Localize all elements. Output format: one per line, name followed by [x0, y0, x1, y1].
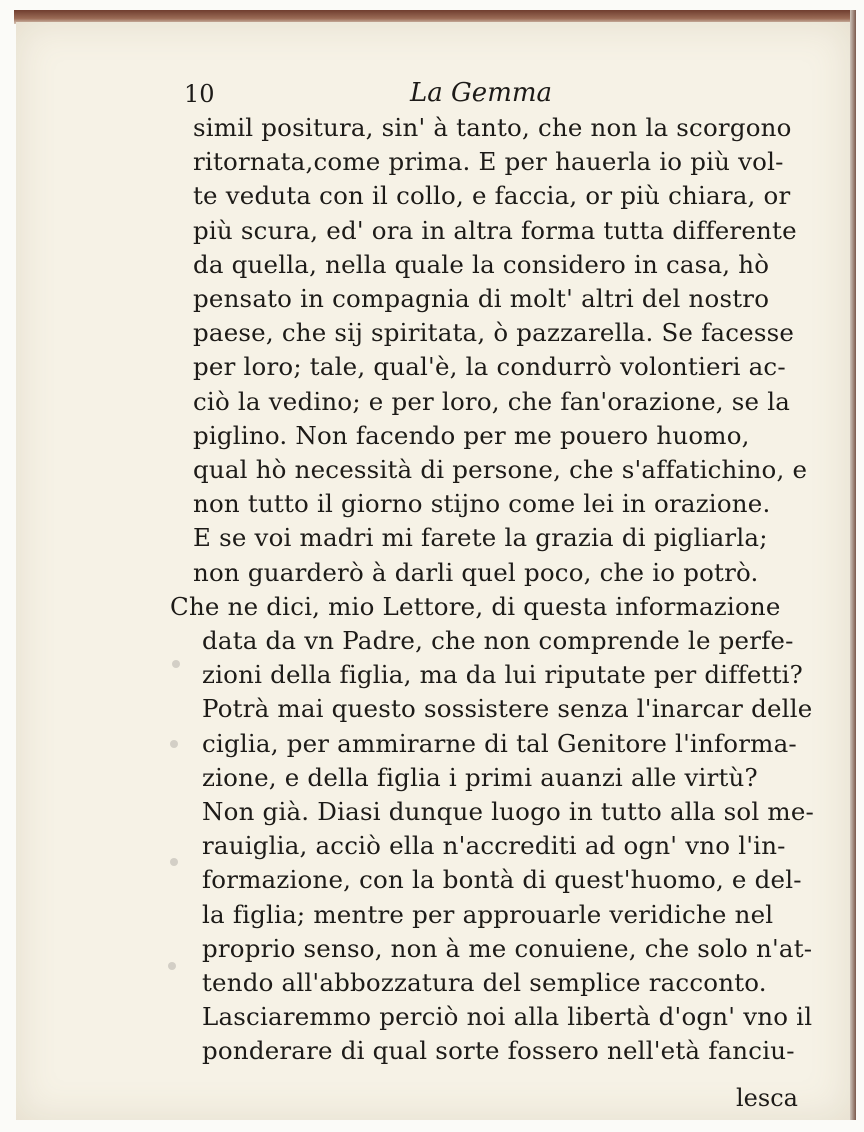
text-line: zioni della figlia, ma da lui riputate per diffetti?: [202, 660, 804, 690]
text-line: ritornata,come prima. E per hauerla io più vol-: [193, 147, 784, 177]
book-right-edge: [850, 10, 856, 1120]
text-line: simil positura, sin' à tanto, che non la scorgono: [193, 113, 792, 142]
bleed-through-mark: [168, 962, 176, 970]
running-title: La Gemma: [410, 78, 552, 108]
text-line: la figlia; mentre per approuarle veridiche nel: [202, 899, 774, 929]
text-line: data da vn Padre, che non comprende le perfe-: [202, 626, 794, 655]
text-line: formazione, con la bontà di quest'huomo, e del-: [202, 865, 802, 895]
bleed-through-mark: [170, 740, 178, 748]
text-line: per loro; tale, qual'è, la condurrò volontieri ac-: [193, 352, 786, 382]
text-line: ciò la vedino; e per loro, che fan'orazione, se la: [193, 386, 791, 416]
text-line: piglino. Non facendo per me pouero huomo,: [193, 420, 750, 450]
bleed-through-mark: [172, 660, 180, 668]
text-line: non tutto il giorno stijno come lei in orazione.: [193, 489, 771, 519]
text-line: tendo all'abbozzatura del semplice racconto.: [202, 968, 767, 997]
text-line: zione, e della figlia i primi auanzi alle virtù?: [202, 762, 758, 792]
text-line: ciglia, per ammirarne di tal Genitore l'informa-: [202, 728, 797, 758]
text-line: da quella, nella quale la considero in casa, hò: [193, 249, 770, 279]
page-number: 10: [184, 80, 215, 108]
text-line: proprio senso, non à me conuiene, che solo n'at-: [202, 933, 813, 963]
text-line: qual hò necessità di persone, che s'affatichino, e: [193, 455, 808, 484]
text-line: rauiglia, acciò ella n'accrediti ad ogn' vno l'in-: [202, 831, 786, 861]
text-line: Lasciaremmo perciò noi alla libertà d'ogn' vno il: [202, 1002, 813, 1032]
text-line: E se voi madri mi farete la grazia di pigliarla;: [193, 523, 768, 553]
text-line: Che ne dici, mio Lettore, di questa informazione: [170, 591, 781, 621]
text-line: paese, che sij spiritata, ò pazzarella. Se facesse: [193, 318, 795, 348]
text-line: Potrà mai questo sossistere senza l'inarcar delle: [202, 694, 813, 724]
text-line: te veduta con il collo, e faccia, or più chiara, or: [193, 181, 791, 211]
text-line: Non già. Diasi dunque luogo in tutto alla sol me-: [202, 797, 814, 826]
text-line: ponderare di qual sorte fossero nell'età fanciu-: [202, 1036, 795, 1066]
bleed-through-mark: [170, 858, 178, 866]
text-line: più scura, ed' ora in altra forma tutta differente: [193, 215, 797, 245]
text-line: non guarderò à darli quel poco, che io potrò.: [193, 557, 759, 587]
text-line: pensato in compagnia di molt' altri del nostro: [193, 284, 770, 313]
catchword: lesca: [736, 1084, 798, 1112]
